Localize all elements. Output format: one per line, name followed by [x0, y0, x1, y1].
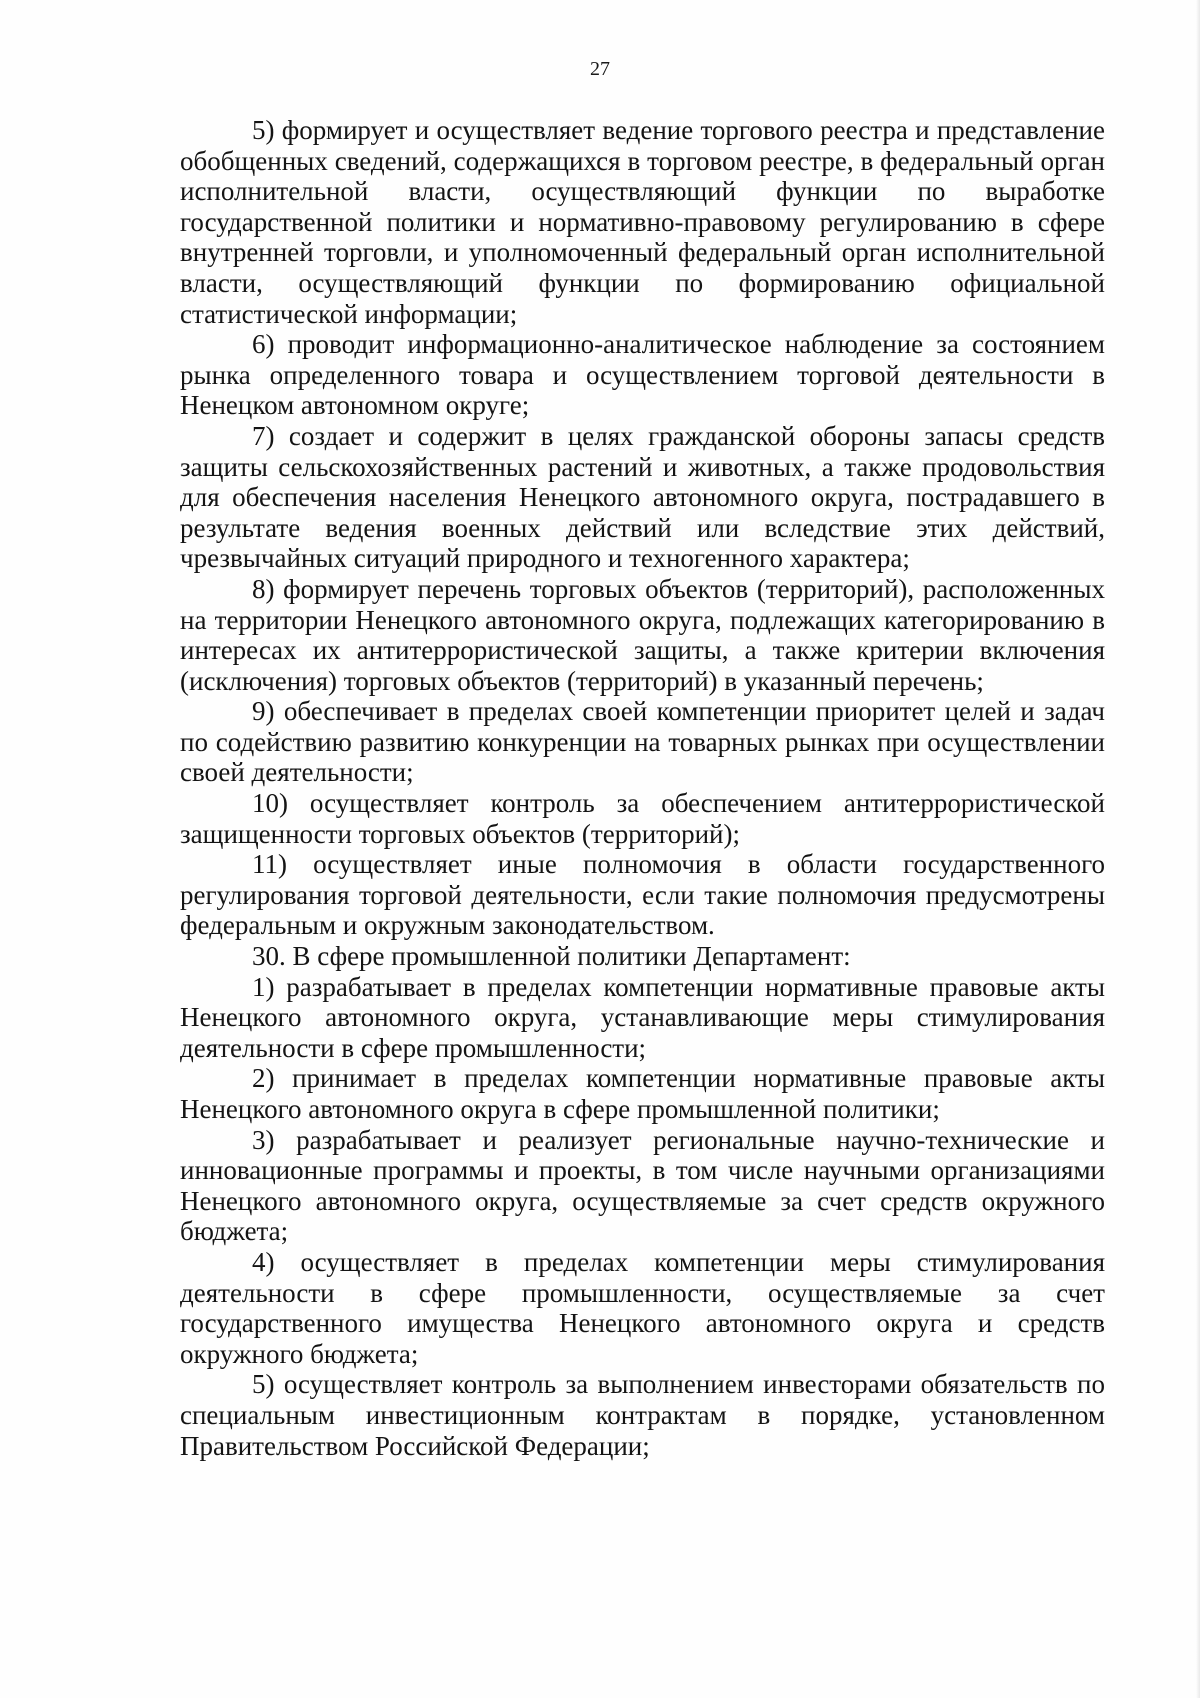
- paragraph-trade-item-11: 11) осуществляет иные полномочия в области государственного регулирования торговой деятельности, если такие полномочия предусмотрены федеральным и окружным законодательством.: [180, 849, 1105, 941]
- section-heading-industrial-policy: 30. В сфере промышленной политики Департамент:: [252, 941, 851, 972]
- paragraph-trade-item-8: 8) формирует перечень торговых объектов (территорий), расположенных на территории Ненецкого автономного округа, подлежащих категорированию в интересах их антитеррористической защиты, а также критерии включения (исключения) торговых объектов (территорий) в указанный перечень;: [180, 573, 1105, 696]
- paragraph-industry-item-4: 4) осуществляет в пределах компетенции меры стимулирования деятельности в сфере промышленности, осуществляемые за счет государственного имущества Ненецкого автономного округа и средств окружного бюджета;: [180, 1246, 1105, 1369]
- paragraph-trade-item-7: 7) создает и содержит в целях гражданской обороны запасы средств защиты сельскохозяйственных растений и животных, а также продовольствия для обеспечения населения Ненецкого автономного округа, пострадавшего в результате ведения военных действий или вследствие этих действий, чрезвычайных ситуаций природного и техногенного характера;: [180, 420, 1105, 574]
- document-body: [180, 115, 1105, 1461]
- paragraph-trade-item-10: 10) осуществляет контроль за обеспечением антитеррористической защищенности торговых объектов (территорий);: [180, 788, 1105, 849]
- paragraph-trade-item-9: 9) обеспечивает в пределах своей компетенции приоритет целей и задач по содействию развитию конкуренции на товарных рынках при осуществлении своей деятельности;: [180, 696, 1105, 788]
- scan-edge-shadow: [1196, 0, 1200, 1698]
- paragraph-trade-item-6: 6) проводит информационно-аналитическое наблюдение за состоянием рынка определенного товара и осуществлением торговой деятельности в Ненецком автономном округе;: [180, 329, 1105, 421]
- paragraph-trade-item-5: 5) формирует и осуществляет ведение торгового реестра и представление обобщенных сведений, содержащихся в торговом реестре, в федеральный орган исполнительной власти, осуществляющий функции по выработке государственной политики и нормативно-правовому регулированию в сфере внутренней торговли, и уполномоченный федеральный орган исполнительной власти, осуществляющий функции по формированию официальной статистической информации;: [180, 115, 1105, 329]
- page-number: 27: [590, 58, 610, 80]
- paragraph-industry-item-1: 1) разрабатывает в пределах компетенции нормативные правовые акты Ненецкого автономного округа, устанавливающие меры стимулирования деятельности в сфере промышленности;: [180, 971, 1105, 1063]
- paragraph-industry-item-3: 3) разрабатывает и реализует региональные научно-технические и инновационные программы и проекты, в том числе научными организациями Ненецкого автономного округа, осуществляемые за счет средств окружного бюджета;: [180, 1124, 1105, 1247]
- paragraph-industry-item-5: 5) осуществляет контроль за выполнением инвесторами обязательств по специальным инвестиционным контрактам в порядке, установленном Правительством Российской Федерации;: [180, 1369, 1105, 1461]
- paragraph-industry-item-2: 2) принимает в пределах компетенции нормативные правовые акты Ненецкого автономного округа в сфере промышленной политики;: [180, 1063, 1105, 1124]
